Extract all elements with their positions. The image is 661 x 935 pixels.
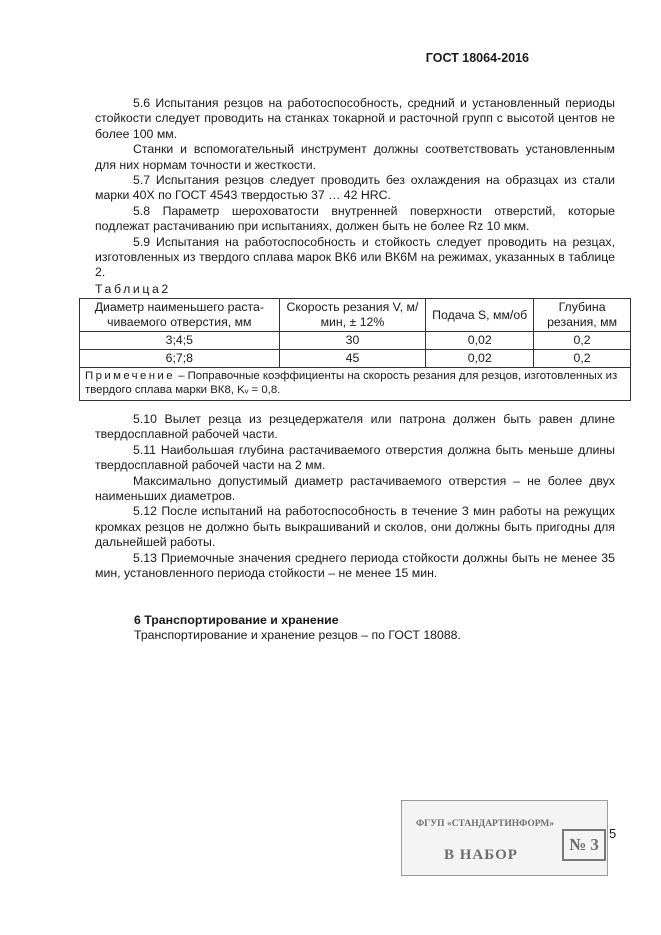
table-note-row bbox=[80, 368, 631, 401]
paragraph-5-10: 5.10 Вылет резца из резцедержателя или патрона должен быть равен длине твердосплавной рабочей части. bbox=[95, 412, 615, 442]
section-6-title: 6 Транспортирование и хранение bbox=[134, 613, 339, 627]
paragraph-5-6: 5.6 Испытания резцов на работоспособность, средний и установленный периоды стойкости следует проводить на станках токарной и расточной групп с высотой центов не более 100 мм. bbox=[95, 96, 615, 141]
standard-header: ГОСТ 18064-2016 bbox=[425, 51, 529, 65]
table-row bbox=[80, 332, 631, 350]
paragraphs-block-2 bbox=[95, 412, 615, 581]
cell-depth: 0,2 bbox=[534, 350, 631, 368]
paragraph-5-11: 5.11 Наибольшая глубина растачиваемого отверстия должна быть меньше длины твердосплавной рабочей части на 2 мм. bbox=[95, 442, 615, 473]
cell-depth: 0,2 bbox=[534, 332, 631, 350]
paragraph-max-diameter: Максимально допустимый диаметр растачиваемого отверстия – не более двух наименьших диаметров. bbox=[95, 473, 615, 504]
cell-diameter: 6;7;8 bbox=[80, 350, 280, 368]
stamp-number: № 3 bbox=[562, 829, 606, 861]
paragraph-5-9: 5.9 Испытания на работоспособность и стойкость следует проводить на резцах, изготовленных из твердого сплава марок ВК6 или ВК6М на режимах, указанных в таблице 2. bbox=[95, 234, 615, 280]
table-caption: Таблица2 bbox=[95, 282, 171, 296]
cell-diameter: 3;4;5 bbox=[80, 332, 280, 350]
paragraph-5-8: 5.8 Параметр шероховатости внутренней поверхности отверстий, которые подлежат растачиванию при испытаниях, должен быть не более Rz 10 мкм. bbox=[95, 203, 615, 234]
header-speed: Скорость резания V, м/мин, ± 12% bbox=[279, 299, 426, 332]
table-header-row bbox=[80, 299, 631, 332]
paragraph-5-12: 5.12 После испытаний на работоспособность в течение 3 мин работы на режущих кромках резцов не должно быть выкрашиваний и сколов, они должны быть пригодны для дальнейшей работы. bbox=[95, 504, 615, 550]
header-depth: Глубина резания, мм bbox=[534, 299, 631, 332]
header-diameter: Диаметр наименьшего раста-чиваемого отверстия, мм bbox=[80, 299, 280, 332]
table-row bbox=[80, 350, 631, 368]
note-label: Примечение bbox=[85, 370, 175, 382]
cutting-modes-table bbox=[79, 298, 631, 401]
paragraphs-block-1 bbox=[95, 96, 615, 281]
paragraph-machines: Станки и вспомогательный инструмент должны соответствовать установленным для них нормам точности и жесткости. bbox=[95, 142, 615, 172]
page-number: 5 bbox=[609, 826, 617, 841]
cell-speed: 45 bbox=[279, 350, 426, 368]
cell-speed: 30 bbox=[279, 332, 426, 350]
paragraph-5-13: 5.13 Приемочные значения среднего периода стойкости должны быть не менее 35 мин, установленного периода стойкости – не менее 15 мин. bbox=[95, 550, 615, 581]
stamp-text: В НАБОР bbox=[444, 847, 518, 863]
stamp-organization: ФГУП «СТАНДАРТИНФОРМ» bbox=[416, 819, 555, 829]
paragraph-5-7: 5.7 Испытания резцов следует проводить без охлаждения на образцах из стали марки 40Х по ГОСТ 4543 твердостью 37 … 42 HRC. bbox=[95, 173, 615, 203]
cell-feed: 0,02 bbox=[426, 350, 534, 368]
cell-feed: 0,02 bbox=[426, 332, 534, 350]
table-note bbox=[80, 368, 631, 401]
note-text: – Поправочные коэффициенты на скорость резания для резцов, изготовленных из твердого сплава марки ВК8, Kᵥ = 0,8. bbox=[85, 370, 618, 396]
header-feed: Подача S, мм/об bbox=[426, 299, 534, 332]
section-6-text: Транспортирование и хранение резцов – по ГОСТ 18088. bbox=[134, 628, 461, 643]
stamp bbox=[401, 800, 608, 876]
section-6 bbox=[134, 613, 461, 644]
